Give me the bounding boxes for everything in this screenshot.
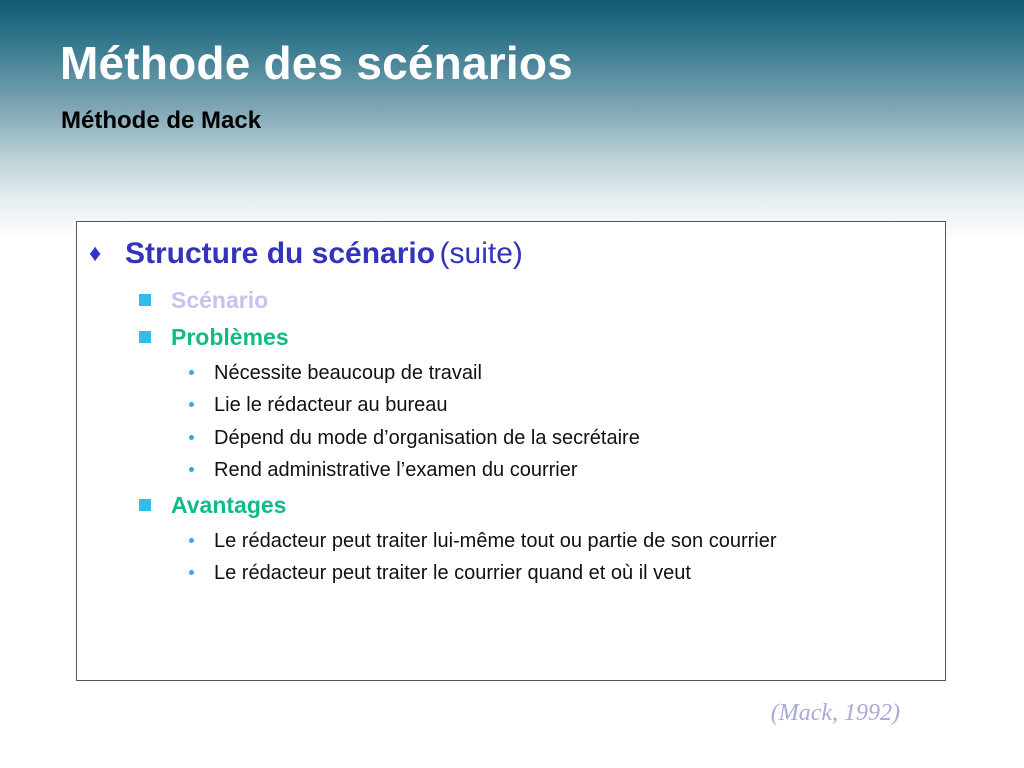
- section-problemes: [139, 322, 289, 352]
- dot-bullet-icon: [189, 370, 194, 375]
- level1-heading: [89, 236, 523, 272]
- list-item-text: Lie le rédacteur au bureau: [214, 394, 448, 416]
- section-label: Problèmes: [171, 324, 289, 350]
- section-label: Avantages: [171, 492, 287, 518]
- dot-bullet-icon: [189, 570, 194, 575]
- list-item-text: Le rédacteur peut traiter lui-même tout ou partie de son courrier: [214, 530, 777, 552]
- level1-heading-suffix: (suite): [439, 237, 523, 270]
- diamond-bullet-icon: ♦: [89, 240, 102, 267]
- dot-bullet-icon: [189, 467, 194, 472]
- content-box: [76, 221, 946, 681]
- list-item: [189, 425, 640, 451]
- list-item: [189, 528, 777, 554]
- dot-bullet-icon: [189, 435, 194, 440]
- list-item-text: Dépend du mode d’organisation de la secrétaire: [214, 427, 640, 449]
- list-item: [189, 457, 578, 483]
- level1-heading-strong: Structure du scénario: [125, 237, 436, 270]
- section-label: Scénario: [171, 287, 269, 313]
- list-item: [189, 392, 448, 418]
- square-bullet-icon: [139, 331, 151, 343]
- slide-title: Méthode des scénarios: [60, 37, 573, 89]
- slide-subtitle: Méthode de Mack: [61, 107, 262, 134]
- section-scenario: [139, 285, 268, 315]
- square-bullet-icon: [139, 499, 151, 511]
- list-item: [189, 560, 691, 586]
- citation: (Mack, 1992): [770, 700, 900, 726]
- list-item: [189, 360, 482, 386]
- dot-bullet-icon: [189, 402, 194, 407]
- list-item-text: Rend administrative l’examen du courrier: [214, 459, 578, 481]
- list-item-text: Nécessite beaucoup de travail: [214, 362, 482, 384]
- square-bullet-icon: [139, 294, 151, 306]
- list-item-text: Le rédacteur peut traiter le courrier quand et où il veut: [214, 562, 691, 584]
- dot-bullet-icon: [189, 538, 194, 543]
- section-avantages: [139, 490, 286, 520]
